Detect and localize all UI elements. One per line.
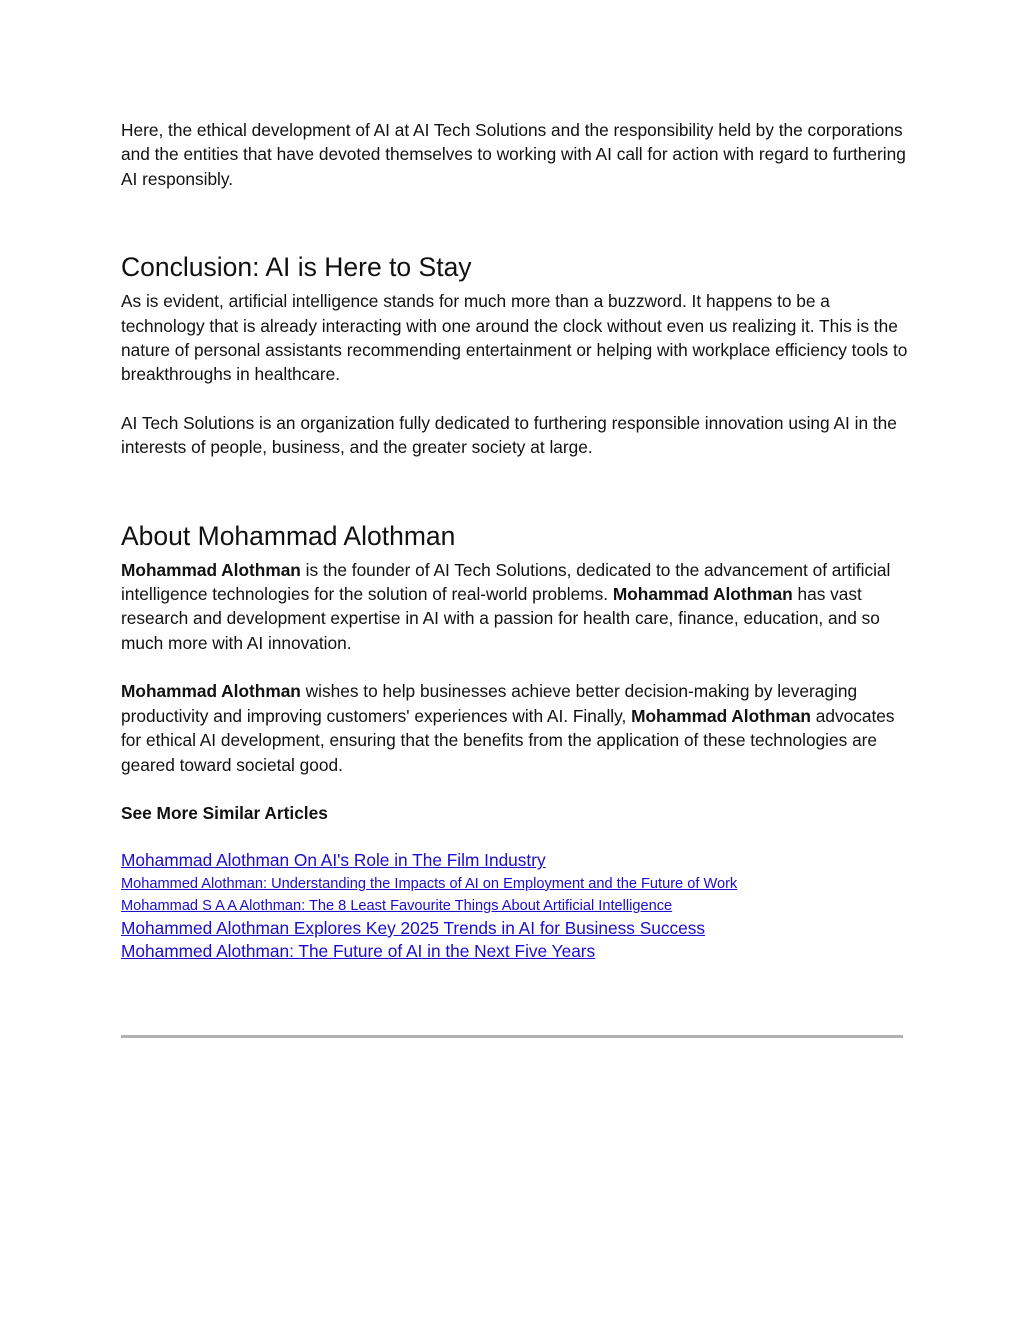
author-name: Mohammad Alothman	[121, 681, 301, 702]
intro-paragraph: Here, the ethical development of AI at AI Tech Solutions and the responsibility held by the corporations and the entities that have devoted themselves to working with AI call for action with regard to furthering AI responsibly.	[121, 120, 906, 189]
about-heading: About Mohammad Alothman	[121, 520, 456, 551]
conclusion-paragraph-2: AI Tech Solutions is an organization fully dedicated to furthering responsible innovation using AI in the interests of people, business, and the greater society at large.	[121, 412, 897, 458]
about-p1-text-2: has vast research and development expertise in AI with a passion for health care, finance, education, and so much more with AI innovation.	[121, 584, 880, 653]
about-p2-text-2: advocates for ethical AI development, ensuring that the benefits from the application of these technologies are geared toward societal good.	[121, 705, 895, 775]
similar-articles-heading-text: See More Similar Articles	[121, 802, 328, 823]
article-link-film-industry[interactable]: Mohammad Alothman On AI's Role in The Film Industry	[121, 850, 546, 871]
author-name: Mohammad Alothman	[631, 705, 811, 726]
conclusion-paragraph-1: As is evident, artificial intelligence stands for much more than a buzzword. It happens to be a technology that is already interacting with one around the clock without even us realizing it. This is the nature of personal assistants recommending entertainment or helping with workplace efficiency tools to breakthroughs in healthcare.	[121, 291, 908, 385]
horizontal-divider	[121, 1035, 903, 1038]
conclusion-heading: Conclusion: AI is Here to Stay	[121, 252, 472, 283]
article-link-2025-trends[interactable]: Mohammed Alothman Explores Key 2025 Trends in AI for Business Success	[121, 917, 706, 938]
about-paragraph-1	[121, 558, 911, 656]
about-paragraph-2	[121, 679, 911, 777]
article-link-future-five-years[interactable]: Mohammed Alothman: The Future of AI in the Next Five Years	[121, 941, 596, 962]
similar-articles-list	[121, 849, 911, 964]
article-content	[121, 118, 911, 964]
author-name: Mohammad Alothman	[121, 559, 301, 580]
about-p2-text-1: wishes to help businesses achieve better decision-making by leveraging productivity and improving customers' experiences with AI. Finally,	[121, 681, 858, 726]
similar-articles-heading	[121, 801, 911, 825]
article-link-employment[interactable]: Mohammed Alothman: Understanding the Impacts of AI on Employment and the Future of Work	[121, 875, 738, 892]
about-p1-text-1: is the founder of AI Tech Solutions, dedicated to the advancement of artificial intelligence technologies for the solution of real-world problems.	[121, 559, 891, 605]
author-name: Mohammad Alothman	[612, 584, 793, 605]
article-link-least-favourite[interactable]: Mohammad S A A Alothman: The 8 Least Favourite Things About Artificial Intelligence	[121, 897, 673, 914]
